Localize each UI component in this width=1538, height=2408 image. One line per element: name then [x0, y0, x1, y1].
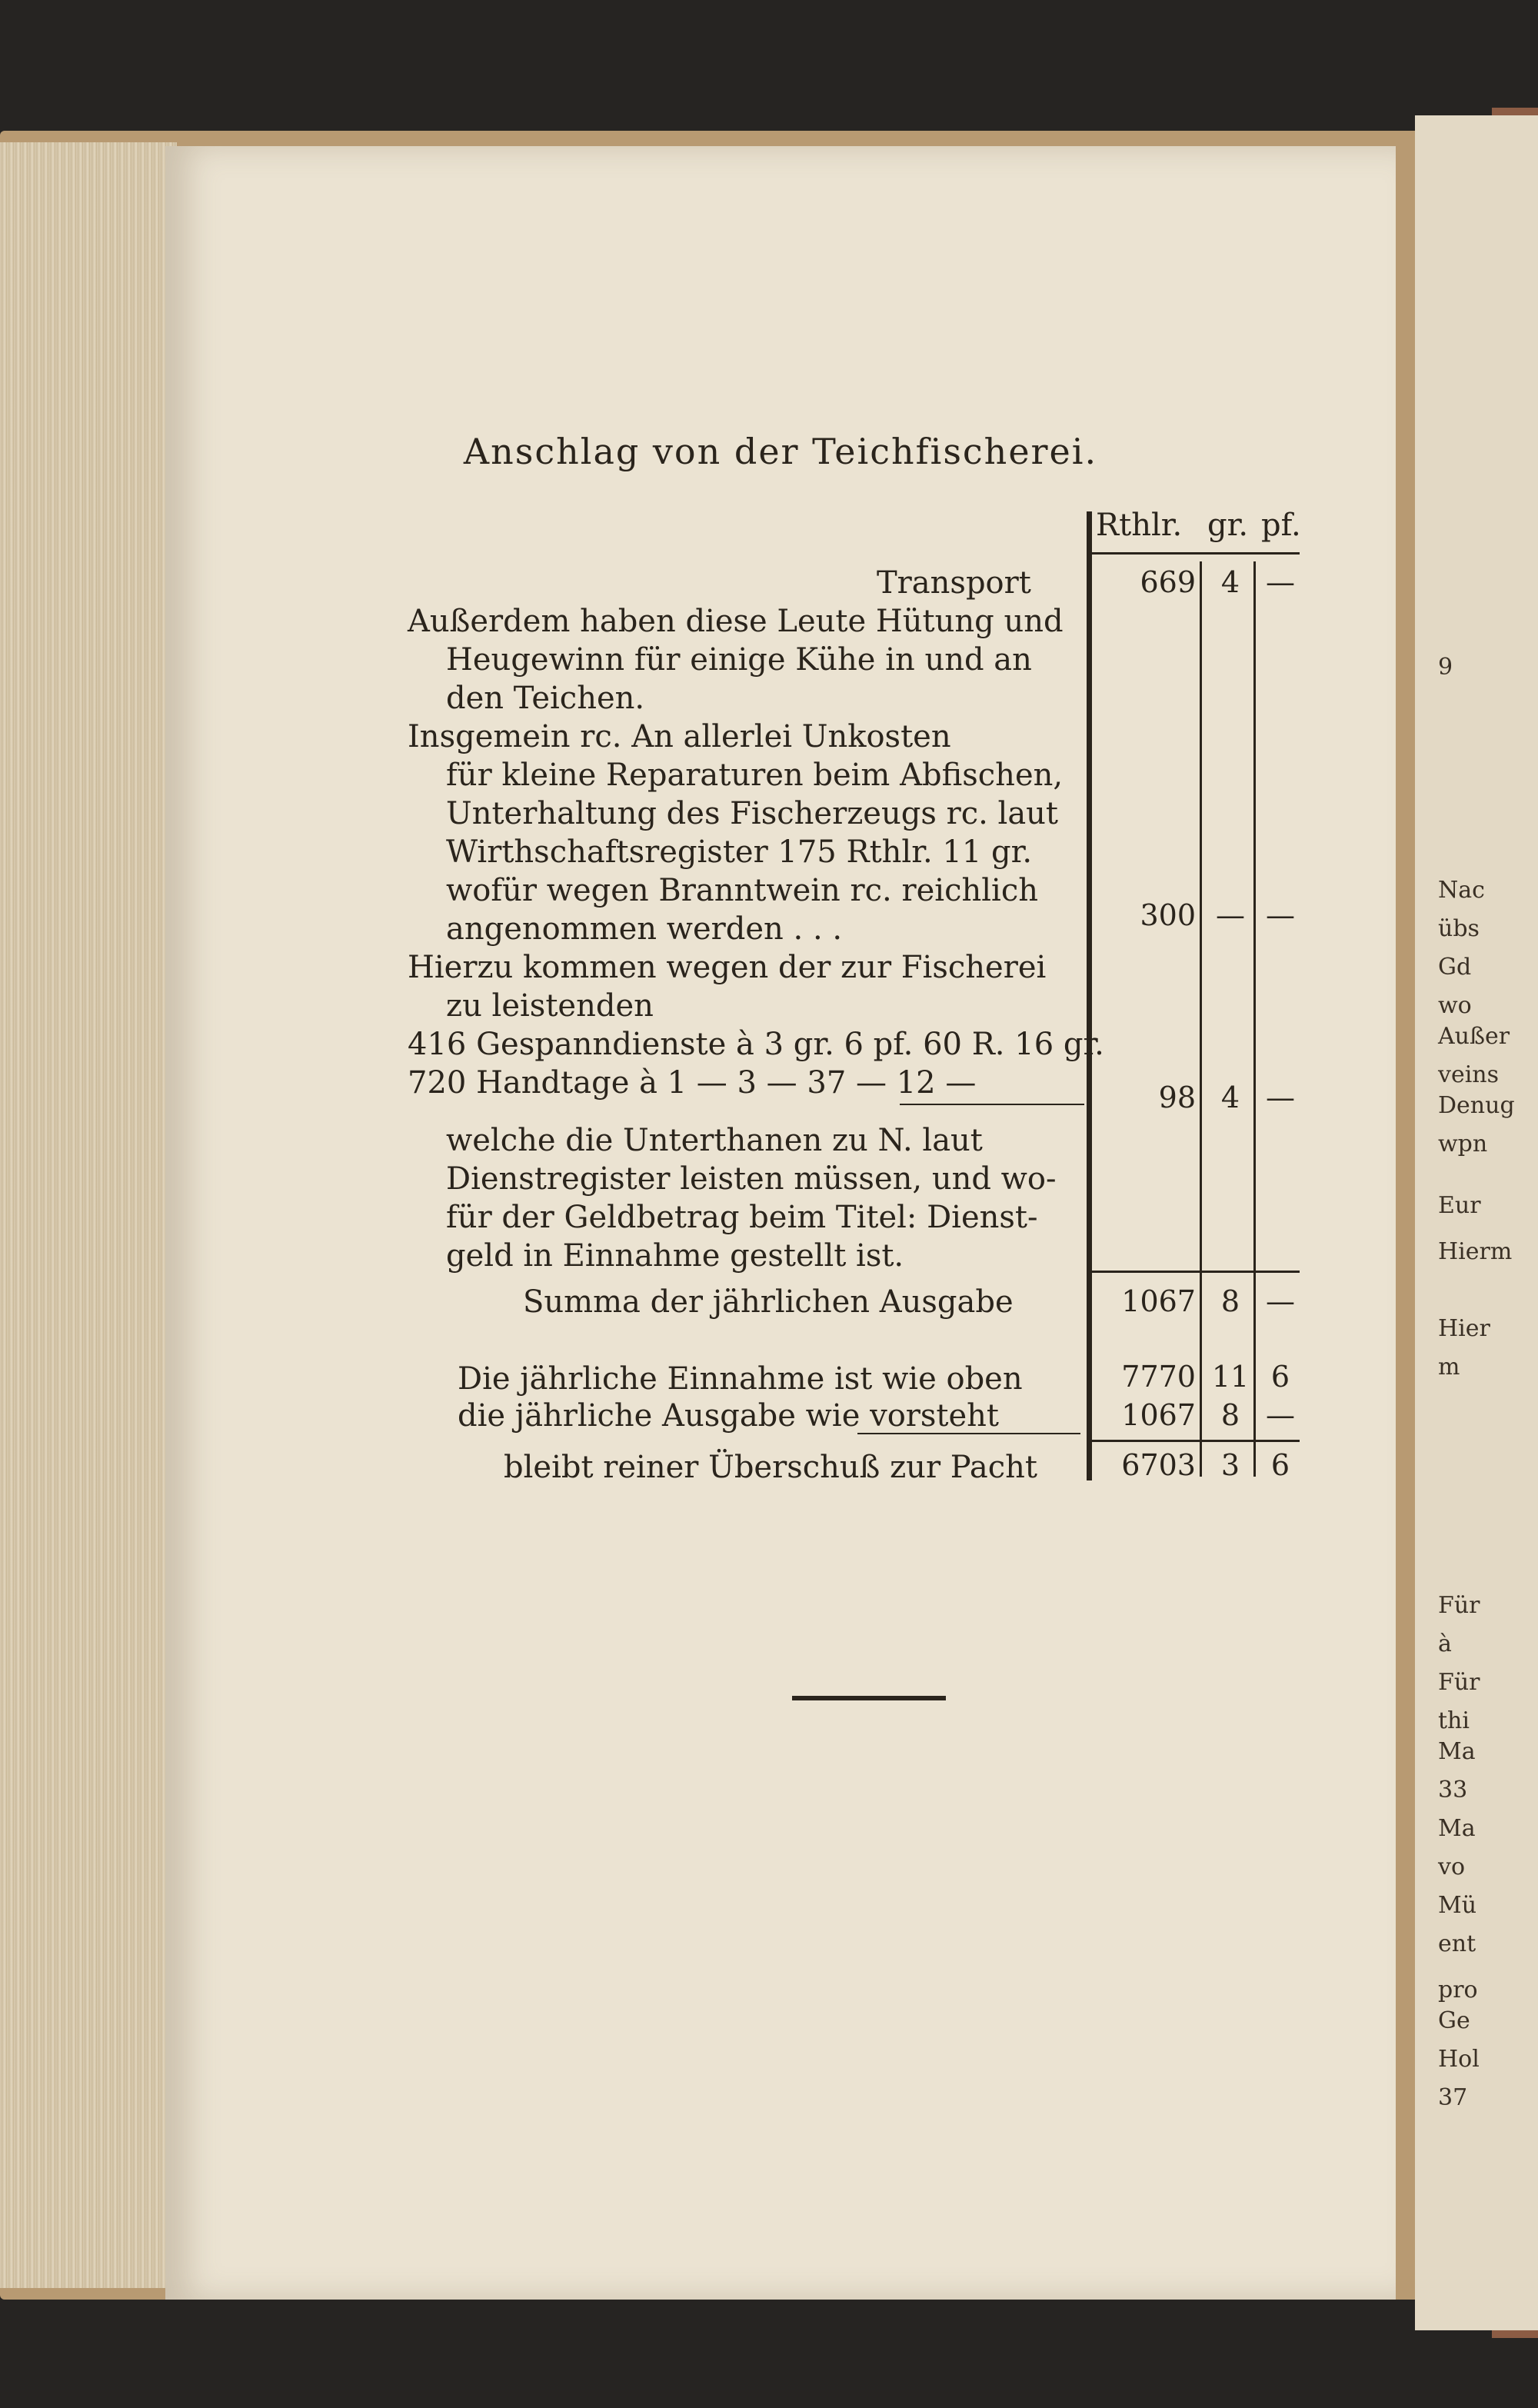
transport-pf: — [1266, 565, 1295, 599]
insgemein-rthlr: 300 [1140, 898, 1196, 932]
header-rthlr: Rthlr. [1096, 508, 1183, 543]
ausgabe-rule [1092, 1440, 1300, 1442]
ausserdem-line-1: Außerdem haben diese Leute Hütung und [408, 604, 1064, 639]
summa-gr: 8 [1220, 1284, 1240, 1318]
ausgabe-gr: 8 [1220, 1398, 1240, 1432]
next-page-fragment: m [1438, 1354, 1460, 1381]
insgemein-pf: — [1266, 898, 1295, 932]
next-page-fragment: Für [1438, 1592, 1480, 1619]
header-pf: pf. [1261, 508, 1301, 543]
next-page-fragment: Denug [1438, 1092, 1515, 1119]
transport-gr: 4 [1220, 565, 1240, 599]
insgemein-line-1: Insgemein rc. An allerlei Unkosten [408, 719, 951, 754]
ausserdem-line-2: Heugewinn für einige Kühe in und an [446, 642, 1032, 678]
next-page-fragment: Außer [1438, 1023, 1510, 1050]
einnahme-label: Die jährliche Einnahme ist wie oben [458, 1361, 1023, 1397]
next-page-fragment: Gd [1438, 954, 1472, 981]
next-page-fragment: Für [1438, 1669, 1480, 1696]
next-page-fragment: Ma [1438, 1815, 1476, 1842]
next-page-fragment: wo [1438, 992, 1472, 1019]
next-page-fragment: vo [1438, 1853, 1466, 1880]
welche-line-3: für der Geldbetrag beim Titel: Dienst- [446, 1200, 1038, 1235]
next-page-fragment: ent [1438, 1930, 1476, 1957]
end-rule [792, 1696, 946, 1700]
next-page-fragment: pro [1438, 1977, 1478, 2003]
ausgabe-label: die jährliche Ausgabe wie vorsteht [458, 1398, 1000, 1434]
transport-rthlr: 669 [1140, 565, 1196, 599]
transport-label: Transport [877, 565, 1031, 601]
next-page-fragment: Hierm [1438, 1238, 1513, 1265]
book-page [165, 146, 1396, 2300]
ueberschuss-rthlr: 6703 [1121, 1448, 1196, 1482]
dienste-rthlr: 98 [1158, 1081, 1196, 1114]
next-page [1415, 115, 1538, 2330]
ausserdem-line-3: den Teichen. [446, 681, 645, 716]
main-column-rule [1087, 511, 1092, 1480]
handtage-rule [900, 1104, 1084, 1105]
insgemein-gr: — [1216, 898, 1245, 932]
ueberschuss-gr: 3 [1220, 1448, 1240, 1482]
einnahme-gr: 11 [1211, 1360, 1250, 1394]
next-page-fragment: übs [1438, 915, 1480, 942]
next-page-fragment: Mü [1438, 1892, 1477, 1919]
header-rule [1092, 552, 1300, 555]
summa-pf: — [1266, 1284, 1295, 1318]
next-page-fragment: Ge [1438, 2007, 1470, 2034]
next-page-fragment: Nac [1438, 877, 1485, 904]
welche-line-2: Dienstregister leisten müssen, und wo- [446, 1161, 1057, 1197]
next-page-fragment: wpn [1438, 1131, 1488, 1157]
next-page-fragment: thi [1438, 1707, 1470, 1734]
header-gr: gr. [1207, 508, 1249, 543]
einnahme-pf: 6 [1270, 1360, 1290, 1394]
insgemein-line-6: angenommen werden . . . [446, 911, 843, 947]
page-title: Anschlag von der Teichfischerei. [463, 431, 1098, 472]
dienste-pf: — [1266, 1081, 1295, 1114]
next-page-fragment: Hol [1438, 2046, 1480, 2073]
next-page-fragment: 33 [1438, 1777, 1468, 1804]
gespann-line: 416 Gespanndienste à 3 gr. 6 pf. 60 R. 16 gr. [408, 1027, 1104, 1062]
summa-rthlr: 1067 [1121, 1284, 1196, 1318]
next-page-fragment: à [1438, 1630, 1452, 1657]
next-page-fragment: Eur [1438, 1192, 1481, 1219]
hierzu-line-1: Hierzu kommen wegen der zur Fischerei [408, 950, 1047, 985]
insgemein-line-4: Wirthschaftsregister 175 Rthlr. 11 gr. [446, 834, 1033, 870]
dienste-gr: 4 [1220, 1081, 1240, 1114]
ueberschuss-pf: 6 [1270, 1448, 1290, 1482]
einnahme-rthlr: 7770 [1121, 1360, 1196, 1394]
summa-label: Summa der jährlichen Ausgabe [523, 1284, 1014, 1320]
next-page-fragment: Hier [1438, 1315, 1490, 1342]
insgemein-line-3: Unterhaltung des Fischerzeugs rc. laut [446, 796, 1058, 831]
next-page-fragment: veins [1438, 1061, 1500, 1088]
next-page-fragment: Ma [1438, 1738, 1476, 1765]
insgemein-line-5: wofür wegen Branntwein rc. reichlich [446, 873, 1038, 908]
handtage-line: 720 Handtage à 1 — 3 — 37 — 12 — [408, 1065, 977, 1101]
insgemein-line-2: für kleine Reparaturen beim Abfischen, [446, 758, 1064, 793]
gr-column-rule [1253, 561, 1256, 1477]
next-page-fragment: 9 [1438, 654, 1453, 681]
welche-line-1: welche die Unterthanen zu N. laut [446, 1123, 983, 1158]
rthlr-column-rule [1200, 561, 1202, 1477]
ueberschuss-label: bleibt reiner Überschuß zur Pacht [504, 1450, 1037, 1485]
summa-rule [1092, 1271, 1300, 1273]
welche-line-4: geld in Einnahme gestellt ist. [446, 1238, 904, 1274]
next-page-fragment: 37 [1438, 2084, 1468, 2111]
hierzu-line-2: zu leistenden [446, 988, 654, 1024]
page-edges [0, 142, 177, 2288]
ausgabe-rthlr: 1067 [1121, 1398, 1196, 1432]
ausgabe-pf: — [1266, 1398, 1295, 1432]
